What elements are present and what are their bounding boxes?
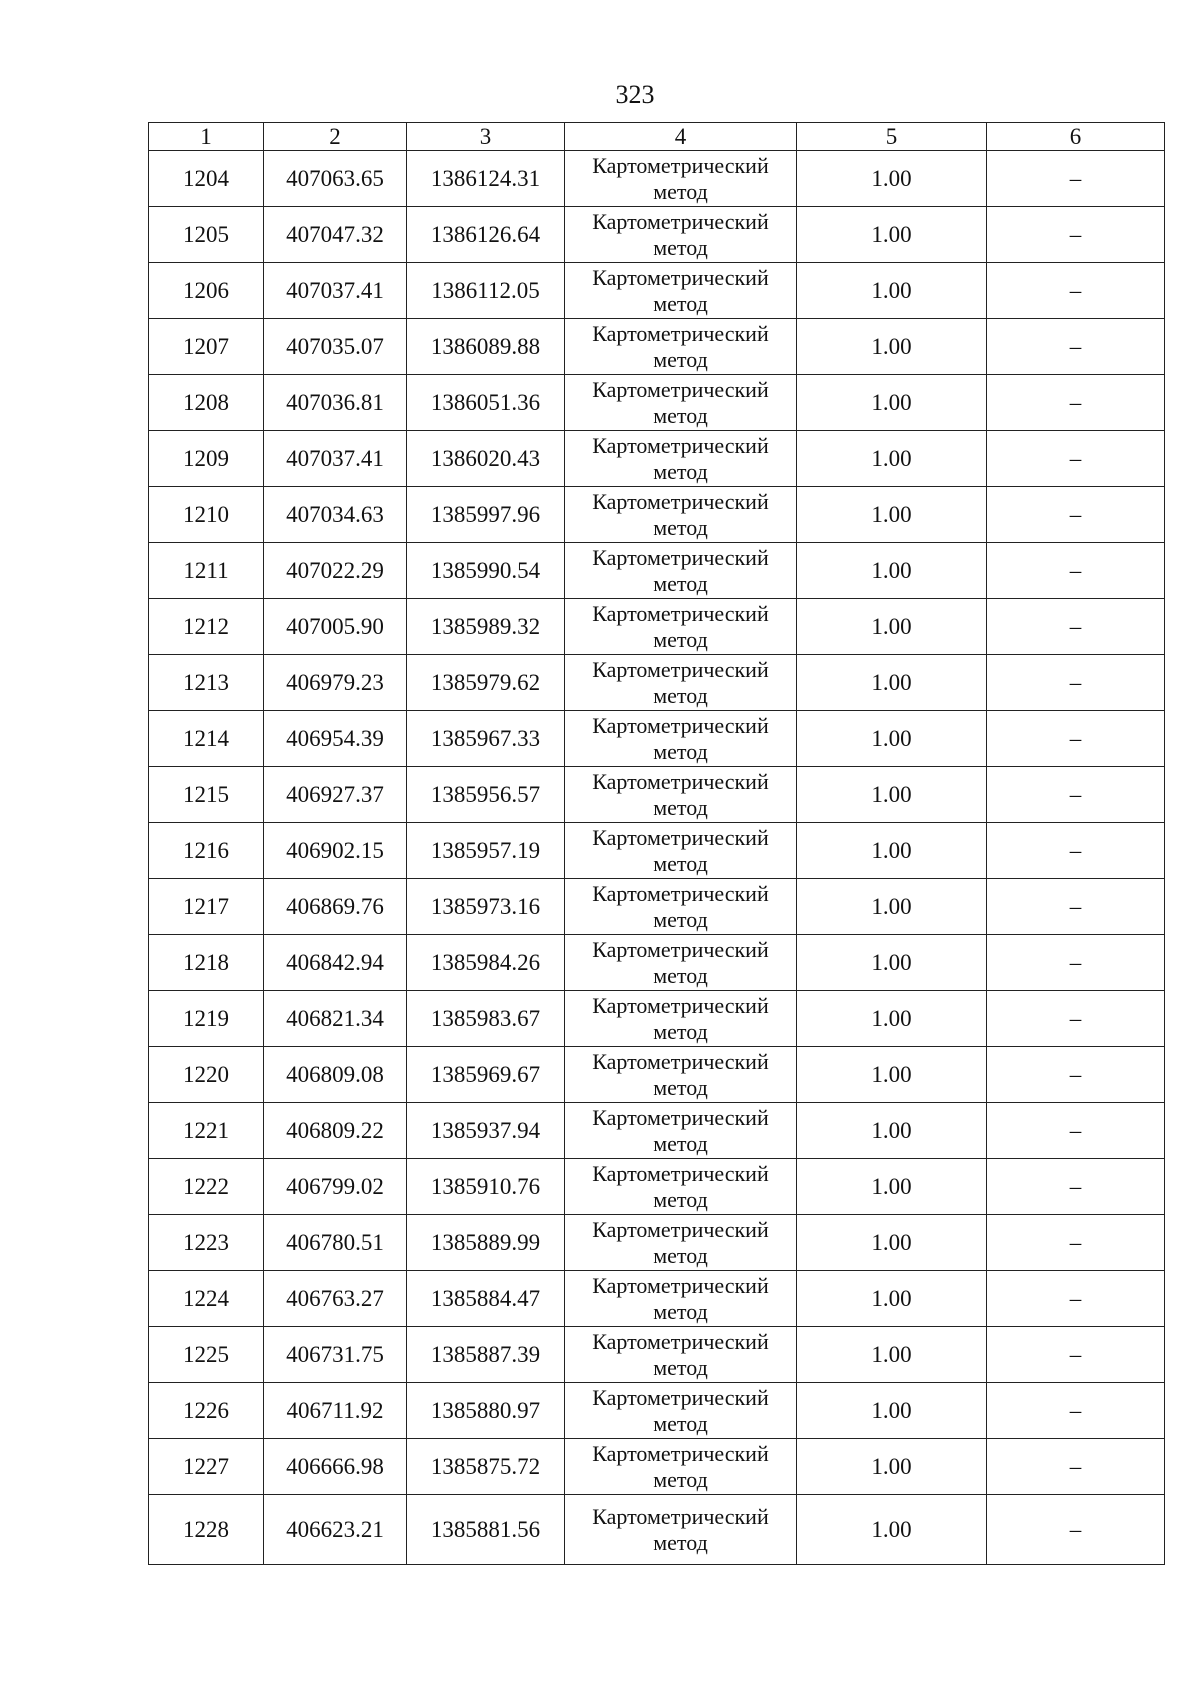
x-coordinate-cell: 407047.32 — [264, 207, 407, 263]
table-row — [149, 1327, 1165, 1383]
method-cell — [565, 151, 797, 207]
y-coordinate-cell: 1385984.26 — [407, 935, 565, 991]
x-coordinate-cell: 406809.08 — [264, 1047, 407, 1103]
accuracy-cell: 1.00 — [797, 1271, 987, 1327]
table-row — [149, 599, 1165, 655]
x-coordinate-cell: 406711.92 — [264, 1383, 407, 1439]
point-number-cell: 1208 — [149, 375, 264, 431]
y-coordinate-cell: 1386124.31 — [407, 151, 565, 207]
note-cell: – — [987, 823, 1165, 879]
accuracy-cell: 1.00 — [797, 599, 987, 655]
accuracy-cell: 1.00 — [797, 375, 987, 431]
table-row — [149, 1215, 1165, 1271]
table-row — [149, 375, 1165, 431]
note-cell: – — [987, 1159, 1165, 1215]
note-cell: – — [987, 711, 1165, 767]
point-number-cell: 1210 — [149, 487, 264, 543]
method-line-2: метод — [653, 626, 708, 652]
method-line-2: метод — [653, 570, 708, 596]
y-coordinate-cell: 1385956.57 — [407, 767, 565, 823]
table-row — [149, 823, 1165, 879]
x-coordinate-cell: 406954.39 — [264, 711, 407, 767]
table-row — [149, 263, 1165, 319]
x-coordinate-cell: 406979.23 — [264, 655, 407, 711]
method-line-2: метод — [653, 1074, 708, 1100]
x-coordinate-cell: 407035.07 — [264, 319, 407, 375]
accuracy-cell: 1.00 — [797, 1159, 987, 1215]
method-cell — [565, 991, 797, 1047]
y-coordinate-cell: 1385910.76 — [407, 1159, 565, 1215]
method-line-1: Картометрический — [592, 544, 769, 570]
point-number-cell: 1222 — [149, 1159, 264, 1215]
method-line-2: метод — [653, 1186, 708, 1212]
y-coordinate-cell: 1386112.05 — [407, 263, 565, 319]
y-coordinate-cell: 1385973.16 — [407, 879, 565, 935]
method-cell — [565, 1327, 797, 1383]
table-row — [149, 1159, 1165, 1215]
method-line-2: метод — [653, 850, 708, 876]
y-coordinate-cell: 1386089.88 — [407, 319, 565, 375]
y-coordinate-cell: 1385990.54 — [407, 543, 565, 599]
accuracy-cell: 1.00 — [797, 1495, 987, 1565]
point-number-cell: 1227 — [149, 1439, 264, 1495]
note-cell: – — [987, 1047, 1165, 1103]
note-cell: – — [987, 655, 1165, 711]
point-number-cell: 1205 — [149, 207, 264, 263]
table-row — [149, 151, 1165, 207]
note-cell: – — [987, 263, 1165, 319]
method-line-1: Картометрический — [592, 936, 769, 962]
x-coordinate-cell: 406842.94 — [264, 935, 407, 991]
note-cell: – — [987, 487, 1165, 543]
note-cell: – — [987, 319, 1165, 375]
note-cell: – — [987, 767, 1165, 823]
accuracy-cell: 1.00 — [797, 319, 987, 375]
table-row — [149, 543, 1165, 599]
method-line-1: Картометрический — [592, 1104, 769, 1130]
x-coordinate-cell: 406763.27 — [264, 1271, 407, 1327]
method-line-1: Картометрический — [592, 208, 769, 234]
method-line-1: Картометрический — [592, 264, 769, 290]
y-coordinate-cell: 1386051.36 — [407, 375, 565, 431]
note-cell: – — [987, 1439, 1165, 1495]
point-number-cell: 1211 — [149, 543, 264, 599]
header-cell-3: 3 — [407, 123, 565, 151]
method-line-2: метод — [653, 1018, 708, 1044]
method-line-2: метод — [653, 458, 708, 484]
x-coordinate-cell: 407036.81 — [264, 375, 407, 431]
header-cell-1: 1 — [149, 123, 264, 151]
method-line-1: Картометрический — [592, 1384, 769, 1410]
method-line-1: Картометрический — [592, 1272, 769, 1298]
method-line-2: метод — [653, 290, 708, 316]
note-cell: – — [987, 151, 1165, 207]
accuracy-cell: 1.00 — [797, 151, 987, 207]
accuracy-cell: 1.00 — [797, 711, 987, 767]
x-coordinate-cell: 406809.22 — [264, 1103, 407, 1159]
y-coordinate-cell: 1385884.47 — [407, 1271, 565, 1327]
point-number-cell: 1225 — [149, 1327, 264, 1383]
accuracy-cell: 1.00 — [797, 487, 987, 543]
note-cell: – — [987, 375, 1165, 431]
note-cell: – — [987, 1271, 1165, 1327]
table-row — [149, 1271, 1165, 1327]
accuracy-cell: 1.00 — [797, 991, 987, 1047]
point-number-cell: 1217 — [149, 879, 264, 935]
method-cell — [565, 1047, 797, 1103]
method-cell — [565, 1383, 797, 1439]
method-line-1: Картометрический — [592, 1503, 769, 1529]
point-number-cell: 1221 — [149, 1103, 264, 1159]
method-line-1: Картометрический — [592, 432, 769, 458]
y-coordinate-cell: 1385875.72 — [407, 1439, 565, 1495]
table-row — [149, 935, 1165, 991]
table-row — [149, 711, 1165, 767]
y-coordinate-cell: 1385887.39 — [407, 1327, 565, 1383]
point-number-cell: 1224 — [149, 1271, 264, 1327]
method-line-1: Картометрический — [592, 376, 769, 402]
accuracy-cell: 1.00 — [797, 823, 987, 879]
table-row — [149, 431, 1165, 487]
method-cell — [565, 375, 797, 431]
note-cell: – — [987, 1327, 1165, 1383]
accuracy-cell: 1.00 — [797, 767, 987, 823]
method-line-1: Картометрический — [592, 992, 769, 1018]
table-row — [149, 207, 1165, 263]
x-coordinate-cell: 406869.76 — [264, 879, 407, 935]
y-coordinate-cell: 1385937.94 — [407, 1103, 565, 1159]
point-number-cell: 1226 — [149, 1383, 264, 1439]
accuracy-cell: 1.00 — [797, 263, 987, 319]
method-line-2: метод — [653, 234, 708, 260]
method-line-1: Картометрический — [592, 1328, 769, 1354]
method-cell — [565, 1495, 797, 1565]
method-cell — [565, 543, 797, 599]
point-number-cell: 1206 — [149, 263, 264, 319]
header-cell-2: 2 — [264, 123, 407, 151]
x-coordinate-cell: 407022.29 — [264, 543, 407, 599]
note-cell: – — [987, 1215, 1165, 1271]
point-number-cell: 1215 — [149, 767, 264, 823]
x-coordinate-cell: 406799.02 — [264, 1159, 407, 1215]
method-cell — [565, 1103, 797, 1159]
header-row — [149, 123, 1165, 151]
table-row — [149, 319, 1165, 375]
method-line-2: метод — [653, 1410, 708, 1436]
method-line-2: метод — [653, 1130, 708, 1156]
method-cell — [565, 207, 797, 263]
note-cell: – — [987, 1495, 1165, 1565]
header-cell-6: 6 — [987, 123, 1165, 151]
method-cell — [565, 655, 797, 711]
note-cell: – — [987, 207, 1165, 263]
method-line-2: метод — [653, 1354, 708, 1380]
method-line-1: Картометрический — [592, 152, 769, 178]
point-number-cell: 1228 — [149, 1495, 264, 1565]
point-number-cell: 1207 — [149, 319, 264, 375]
accuracy-cell: 1.00 — [797, 1327, 987, 1383]
note-cell: – — [987, 935, 1165, 991]
y-coordinate-cell: 1385969.67 — [407, 1047, 565, 1103]
table-row — [149, 1439, 1165, 1495]
table-row — [149, 767, 1165, 823]
method-line-1: Картометрический — [592, 768, 769, 794]
accuracy-cell: 1.00 — [797, 431, 987, 487]
method-line-2: метод — [653, 738, 708, 764]
method-cell — [565, 599, 797, 655]
method-cell — [565, 935, 797, 991]
point-number-cell: 1213 — [149, 655, 264, 711]
note-cell: – — [987, 1383, 1165, 1439]
y-coordinate-cell: 1386126.64 — [407, 207, 565, 263]
method-line-2: метод — [653, 794, 708, 820]
point-number-cell: 1220 — [149, 1047, 264, 1103]
y-coordinate-cell: 1386020.43 — [407, 431, 565, 487]
method-cell — [565, 823, 797, 879]
method-line-1: Картометрический — [592, 880, 769, 906]
method-line-2: метод — [653, 1242, 708, 1268]
accuracy-cell: 1.00 — [797, 543, 987, 599]
method-cell — [565, 319, 797, 375]
x-coordinate-cell: 406623.21 — [264, 1495, 407, 1565]
method-line-2: метод — [653, 962, 708, 988]
point-number-cell: 1219 — [149, 991, 264, 1047]
accuracy-cell: 1.00 — [797, 1439, 987, 1495]
table-row — [149, 1383, 1165, 1439]
method-line-2: метод — [653, 682, 708, 708]
method-line-2: метод — [653, 906, 708, 932]
x-coordinate-cell: 407005.90 — [264, 599, 407, 655]
method-cell — [565, 263, 797, 319]
method-cell — [565, 879, 797, 935]
point-number-cell: 1204 — [149, 151, 264, 207]
page-number: 323 — [615, 80, 655, 109]
accuracy-cell: 1.00 — [797, 1103, 987, 1159]
accuracy-cell: 1.00 — [797, 1383, 987, 1439]
x-coordinate-cell: 406902.15 — [264, 823, 407, 879]
y-coordinate-cell: 1385889.99 — [407, 1215, 565, 1271]
method-line-1: Картометрический — [592, 712, 769, 738]
y-coordinate-cell: 1385880.97 — [407, 1383, 565, 1439]
table-row — [149, 879, 1165, 935]
method-line-2: метод — [653, 1529, 708, 1555]
x-coordinate-cell: 406780.51 — [264, 1215, 407, 1271]
method-cell — [565, 767, 797, 823]
note-cell: – — [987, 543, 1165, 599]
x-coordinate-cell: 406666.98 — [264, 1439, 407, 1495]
accuracy-cell: 1.00 — [797, 935, 987, 991]
table-row — [149, 1495, 1165, 1565]
point-number-cell: 1212 — [149, 599, 264, 655]
method-line-1: Картометрический — [592, 320, 769, 346]
method-line-1: Картометрический — [592, 1160, 769, 1186]
point-number-cell: 1216 — [149, 823, 264, 879]
method-line-1: Картометрический — [592, 1216, 769, 1242]
x-coordinate-cell: 407037.41 — [264, 263, 407, 319]
method-cell — [565, 487, 797, 543]
y-coordinate-cell: 1385997.96 — [407, 487, 565, 543]
method-line-1: Картометрический — [592, 600, 769, 626]
table-row — [149, 1103, 1165, 1159]
header-cell-4: 4 — [565, 123, 797, 151]
accuracy-cell: 1.00 — [797, 655, 987, 711]
accuracy-cell: 1.00 — [797, 1047, 987, 1103]
table-row — [149, 655, 1165, 711]
method-cell — [565, 1215, 797, 1271]
accuracy-cell: 1.00 — [797, 879, 987, 935]
y-coordinate-cell: 1385957.19 — [407, 823, 565, 879]
table-row — [149, 487, 1165, 543]
accuracy-cell: 1.00 — [797, 207, 987, 263]
method-line-1: Картометрический — [592, 824, 769, 850]
method-line-1: Картометрический — [592, 656, 769, 682]
method-line-2: метод — [653, 346, 708, 372]
x-coordinate-cell: 407063.65 — [264, 151, 407, 207]
method-cell — [565, 1439, 797, 1495]
method-line-1: Картометрический — [592, 1440, 769, 1466]
header-cell-5: 5 — [797, 123, 987, 151]
accuracy-cell: 1.00 — [797, 1215, 987, 1271]
table-body — [149, 151, 1165, 1565]
x-coordinate-cell: 406927.37 — [264, 767, 407, 823]
method-cell — [565, 711, 797, 767]
note-cell: – — [987, 991, 1165, 1047]
method-cell — [565, 1271, 797, 1327]
note-cell: – — [987, 599, 1165, 655]
point-number-cell: 1223 — [149, 1215, 264, 1271]
note-cell: – — [987, 431, 1165, 487]
method-line-1: Картометрический — [592, 488, 769, 514]
coordinates-table — [148, 122, 1165, 1565]
table-row — [149, 1047, 1165, 1103]
note-cell: – — [987, 1103, 1165, 1159]
method-line-2: метод — [653, 1466, 708, 1492]
table-row — [149, 991, 1165, 1047]
method-line-1: Картометрический — [592, 1048, 769, 1074]
point-number-cell: 1218 — [149, 935, 264, 991]
point-number-cell: 1209 — [149, 431, 264, 487]
y-coordinate-cell: 1385989.32 — [407, 599, 565, 655]
method-cell — [565, 431, 797, 487]
method-line-2: метод — [653, 1298, 708, 1324]
y-coordinate-cell: 1385983.67 — [407, 991, 565, 1047]
x-coordinate-cell: 406731.75 — [264, 1327, 407, 1383]
method-line-2: метод — [653, 514, 708, 540]
method-line-2: метод — [653, 178, 708, 204]
note-cell: – — [987, 879, 1165, 935]
x-coordinate-cell: 407037.41 — [264, 431, 407, 487]
y-coordinate-cell: 1385881.56 — [407, 1495, 565, 1565]
y-coordinate-cell: 1385979.62 — [407, 655, 565, 711]
x-coordinate-cell: 407034.63 — [264, 487, 407, 543]
y-coordinate-cell: 1385967.33 — [407, 711, 565, 767]
point-number-cell: 1214 — [149, 711, 264, 767]
method-line-2: метод — [653, 402, 708, 428]
method-cell — [565, 1159, 797, 1215]
x-coordinate-cell: 406821.34 — [264, 991, 407, 1047]
